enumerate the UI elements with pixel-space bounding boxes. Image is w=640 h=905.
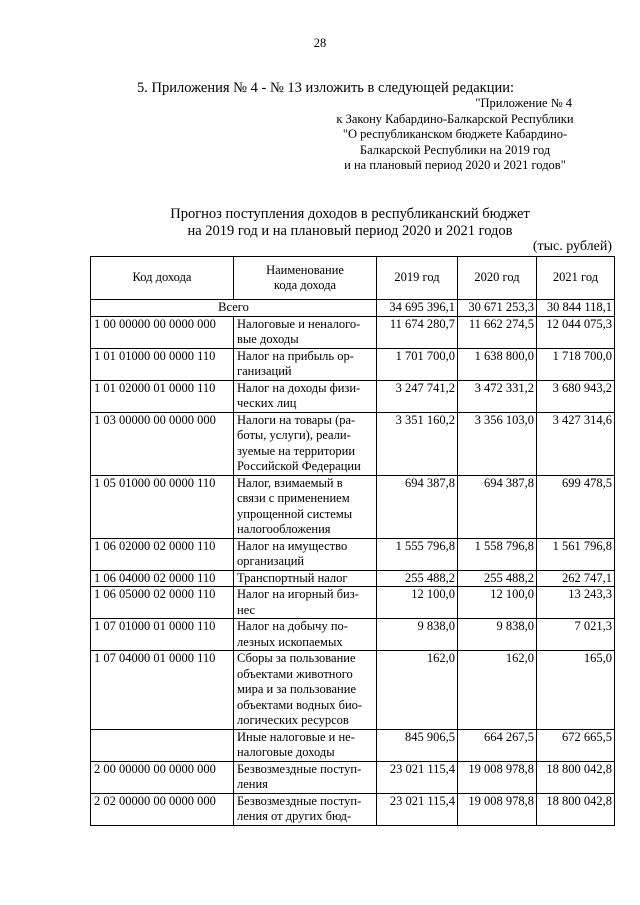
header-code: Код дохода	[91, 257, 234, 300]
row-2020: 694 387,8	[458, 475, 537, 538]
table-row	[91, 651, 615, 730]
header-name: Наименование кода дохода	[234, 257, 377, 300]
appendix-header	[310, 96, 600, 174]
row-2020: 664 267,5	[458, 729, 537, 761]
row-2019: 3 247 741,2	[377, 380, 458, 412]
revenue-table	[90, 256, 615, 826]
table-row	[91, 793, 615, 825]
total-2021: 30 844 118,1	[537, 300, 615, 317]
table-row	[91, 761, 615, 793]
table-row	[91, 380, 615, 412]
appendix-line: к Закону Кабардино-Балкарской Республики	[336, 111, 574, 126]
units-label: (тыс. рублей)	[532, 239, 612, 254]
row-2019: 1 555 796,8	[377, 538, 458, 570]
row-name: Безвозмездные поступ- ления	[234, 761, 377, 793]
total-2019: 34 695 396,1	[377, 300, 458, 317]
row-2021: 3 427 314,6	[537, 412, 615, 475]
title-line: на 2019 год и на плановый период 2020 и 2021 годов	[187, 223, 513, 239]
row-2019: 3 351 160,2	[377, 412, 458, 475]
row-name: Налог на доходы физи- ческих лиц	[234, 380, 377, 412]
row-2019: 1 701 700,0	[377, 348, 458, 380]
row-code: 1 06 05000 02 0000 110	[91, 587, 234, 619]
page-number: 28	[313, 36, 327, 50]
row-2019: 9 838,0	[377, 619, 458, 651]
row-name: Налоги на товары (ра- боты, услуги), реали- зуемые на территории Российской Федерации	[234, 412, 377, 475]
row-code: 1 01 02000 01 0000 110	[91, 380, 234, 412]
header-2020: 2020 год	[458, 257, 537, 300]
row-2020: 9 838,0	[458, 619, 537, 651]
row-name: Налог на игорный биз- нес	[234, 587, 377, 619]
appendix-line: и на плановый период 2020 и 2021 годов"	[344, 158, 566, 172]
total-2020: 30 671 253,3	[458, 300, 537, 317]
row-name: Сборы за пользование объектами животного мира и за пользование объектами водных био- логических ресурсов	[234, 651, 377, 730]
row-2020: 12 100,0	[458, 587, 537, 619]
row-2020: 1 638 800,0	[458, 348, 537, 380]
row-2021: 262 747,1	[537, 570, 615, 587]
row-2019: 11 674 280,7	[377, 316, 458, 348]
row-code: 2 00 00000 00 0000 000	[91, 761, 234, 793]
table-row	[91, 316, 615, 348]
document-title	[0, 206, 640, 240]
row-2020: 11 662 274,5	[458, 316, 537, 348]
row-name: Иные налоговые и не- налоговые доходы	[234, 729, 377, 761]
row-name: Налог на прибыль ор- ганизаций	[234, 348, 377, 380]
row-2020: 162,0	[458, 651, 537, 730]
header-2021: 2021 год	[537, 257, 615, 300]
row-2021: 3 680 943,2	[537, 380, 615, 412]
row-2020: 1 558 796,8	[458, 538, 537, 570]
total-label: Всего	[91, 300, 377, 317]
row-2019: 12 100,0	[377, 587, 458, 619]
row-2020: 3 356 103,0	[458, 412, 537, 475]
row-code: 1 06 04000 02 0000 110	[91, 570, 234, 587]
row-name: Налог, взимаемый в связи с применением упрощенной системы налогообложения	[234, 475, 377, 538]
row-code: 1 05 01000 00 0000 110	[91, 475, 234, 538]
row-2020: 19 008 978,8	[458, 761, 537, 793]
table-row	[91, 619, 615, 651]
row-2021: 165,0	[537, 651, 615, 730]
row-2021: 1 561 796,8	[537, 538, 615, 570]
row-name: Безвозмездные поступ- ления от других бюд-	[234, 793, 377, 825]
title-line: Прогноз поступления доходов в республиканский бюджет	[170, 206, 530, 222]
row-2019: 23 021 115,4	[377, 793, 458, 825]
appendix-line: "О республиканском бюджете Кабардино-	[342, 127, 568, 141]
row-2019: 162,0	[377, 651, 458, 730]
row-2021: 672 665,5	[537, 729, 615, 761]
row-2019: 255 488,2	[377, 570, 458, 587]
row-2021: 699 478,5	[537, 475, 615, 538]
row-2021: 18 800 042,8	[537, 793, 615, 825]
row-2021: 13 243,3	[537, 587, 615, 619]
table-row	[91, 729, 615, 761]
row-code: 1 00 00000 00 0000 000	[91, 316, 234, 348]
row-2019: 845 906,5	[377, 729, 458, 761]
table-row	[91, 538, 615, 570]
appendix-line: Балкарской Республики на 2019 год	[359, 142, 551, 157]
row-code: 1 01 01000 00 0000 110	[91, 348, 234, 380]
row-2020: 19 008 978,8	[458, 793, 537, 825]
table-row	[91, 587, 615, 619]
header-2019: 2019 год	[377, 257, 458, 300]
instruction-text: 5. Приложения № 4 - № 13 изложить в следующей редакции:	[137, 80, 515, 96]
table-row	[91, 570, 615, 587]
row-name: Налоговые и неналого- вые доходы	[234, 316, 377, 348]
row-2020: 3 472 331,2	[458, 380, 537, 412]
row-code: 1 07 01000 01 0000 110	[91, 619, 234, 651]
table-row	[91, 475, 615, 538]
row-2020: 255 488,2	[458, 570, 537, 587]
table-row	[91, 348, 615, 380]
row-code: 2 02 00000 00 0000 000	[91, 793, 234, 825]
total-row	[91, 300, 615, 317]
row-code: 1 03 00000 00 0000 000	[91, 412, 234, 475]
row-2019: 23 021 115,4	[377, 761, 458, 793]
row-code: 1 06 02000 02 0000 110	[91, 538, 234, 570]
row-2019: 694 387,8	[377, 475, 458, 538]
row-code	[91, 729, 234, 761]
row-2021: 18 800 042,8	[537, 761, 615, 793]
row-name: Налог на добычу по- лезных ископаемых	[234, 619, 377, 651]
appendix-line: "Приложение № 4	[475, 96, 572, 110]
row-2021: 12 044 075,3	[537, 316, 615, 348]
row-name: Транспортный налог	[234, 570, 377, 587]
table-row	[91, 412, 615, 475]
row-name: Налог на имущество организаций	[234, 538, 377, 570]
row-2021: 1 718 700,0	[537, 348, 615, 380]
table-header-row	[91, 257, 615, 300]
row-code: 1 07 04000 01 0000 110	[91, 651, 234, 730]
row-2021: 7 021,3	[537, 619, 615, 651]
